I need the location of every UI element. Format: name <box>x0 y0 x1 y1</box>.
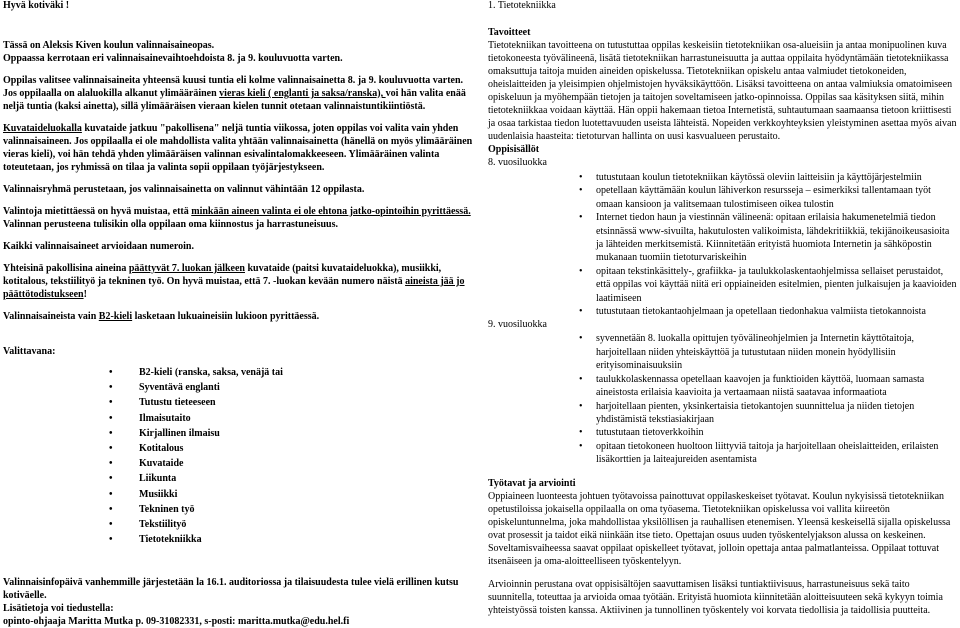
list-item: • opetellaan käyttämään koulun lähiverkon resursseja – esimerkiksi tallentamaan työt omaan kansioon ja valitsemaan tulostimiseen oikea tulostin <box>596 184 958 211</box>
list-item: • tutustutaan tietokantaohjelmaan ja opetellaan tiedonhakua valmiista tietokannoista <box>596 305 958 318</box>
extra-language-note <box>3 87 475 113</box>
text: kuvataide (paitsi kuvataideluokka), musiikki, kotitalous, tekstiilityö ja tekninen työ. On hyvä muistaa, että 7. -luokan kevään numero näistä <box>3 263 442 287</box>
subject-item: • Tekstiilityö <box>139 517 475 532</box>
text: Valinnaisaineista vain <box>3 311 99 322</box>
subject-item: • Tutustu tieteeseen <box>139 395 475 410</box>
greeting: Hyvä kotiväki ! <box>3 0 70 11</box>
goals-title: Tavoitteet <box>488 27 531 38</box>
list-item: • tutustutaan koulun tietotekniikan käytössä oleviin laitteisiin ja käyttöjärjestelmiin <box>596 171 958 184</box>
grade-8-section <box>488 156 958 169</box>
text: ! <box>83 289 87 300</box>
group-rule: Valinnaisryhmä perustetaan, jos valinnaisainetta on valinnut vähintään 12 oppilasta. <box>3 184 365 195</box>
assessment-text: Arvioinnin perustana ovat oppisisältöjen saavuttamisen lisäksi tuntiaktiivisuus, harrastuneisuus sekä taito suunnitella, toteuttaa ja arvioida omaa työtään. Erityistä huomiota kiinnitetään aloitteisuuteen sekä kykyyn toimia yhteistyössä toisten kanssa. Aktiivinen ja tunnollinen työskentely voi korvata tiedollisia ja taidollisia puutteita. <box>488 578 943 616</box>
text: Valinnan perusteena tulisikin olla oppilaan oma kiinnostus ja harrastuneisuus. <box>3 219 339 230</box>
intro-line-2: Oppaassa kerrotaan eri valinnaisainevaihtoehdoista 8. ja 9. kouluvuotta varten. <box>3 53 343 64</box>
text-underlined: minkään aineen valinta ei ole ehtona jatko-opintoihin pyrittäessä. <box>191 206 471 217</box>
intro-line-1: Tässä on Aleksis Kiven koulun valinnaisaineopas. <box>3 40 215 51</box>
subject-item: • Kuvataide <box>139 456 475 471</box>
more-info-label: Lisätietoja voi tiedustella: <box>3 603 114 615</box>
selection-rule: Oppilas valitsee valinnaisaineita yhteensä kuusi tuntia eli kolme valinnaisainetta 8. ja 9. kouluvuotta varten. <box>3 75 464 86</box>
section-heading: 1. Tietotekniikka <box>488 0 556 11</box>
methods-text: Oppiaineen luonteesta johtuen työtavoissa painottuvat oppilaskeskeiset työtavat. Koulun nykyisissä tietotekniikan opetustiloissa jokaisella oppilaalla on oma työasema. Tietotekniikan opiskelussa voi vallita kiireetön opiskeluntunnelma, joka mahdollistaa yksilöllisen ja rauhallisen etenemisen. Yleensä keskeisellä sijalla opiskelussa ovat prosessit ja taidot eikä niinkään itse tieto. Opettajan osuus uuden työskentelyjakson alussa on keskeinen. Soveltamisvaiheessa saavat oppilaat opiskelleet työtavat, jolloin opettaja antaa palmatlanteissa. Oppilaat tottuvat itsenäiseen ja oma-aloitteelliseen työskentelyyn. <box>488 490 951 567</box>
grade-9-label: 9. vuosiluokka <box>488 319 547 331</box>
subject-item: • Musiikki <box>139 487 475 502</box>
text-underlined: vieras kieli ( englanti ja saksa/ranska), <box>219 88 386 99</box>
text-underlined: päättyvät 7. luokan jälkeen <box>128 263 245 274</box>
grade-8-list <box>596 171 958 318</box>
text: kuvataide jatkuu "pakollisena" neljä tuntia viikossa, joten oppilas voi valita vain yhden valinnaisaineen. Jos oppilaalla ei ole mahdollista valita yhtään valinnaisainetta (hänellä on myös ylimääräinen vieras kieli), voi hän tehdä yhden ylimääräisen valinnan esivalintalomakkeeseen. Ylimääräinen valinta toteutetaan, jos ryhmissä on tilaa ja valinta sopii oppilaan työjärjestykseen. <box>3 123 473 173</box>
info-day: Valinnaisinfopäivä vanhemmille järjestetään la 16.1. auditoriossa ja tilaisuudesta tulee vielä erillinen kutsu kotiväelle. <box>3 577 459 602</box>
subject-item: • Kirjallinen ilmaisu <box>139 426 475 441</box>
text: Jos oppilaalla on alaluokilla alkanut ylimääräinen <box>3 88 220 99</box>
subject-list <box>139 365 475 547</box>
b2-note <box>3 310 475 323</box>
valittavana-label: Valittavana: <box>3 346 56 357</box>
subject-item: • B2-kieli (ranska, saksa, venäjä tai <box>139 365 475 380</box>
list-item: • Internet tiedon haun ja viestinnän välineenä: opitaan erilaisia hakumenetelmiä tiedon etsinnässä www-sivuilta, hakutulosten valikoimista, lähdekritiikkiä, tekijänoikeusasioita ja lähteiden merkitsemistä. Kiinnitetään erityistä huomiota Internetin ja sähköpostin mukanaan tuomiin tietoturvariskeihin <box>596 211 958 265</box>
list-item: • taulukkolaskennassa opetellaan kaavojen ja funktioiden käyttöä, luomaan samasta aineistosta erilaisia kaavioita ja vertaamaan niistä saatavaa informaatiota <box>596 373 958 400</box>
list-item: • syvennetään 8. luokalla opittujen työvälineohjelmien ja Internetin käyttötaitoja, harjoitellaan niiden yhteiskäyttöä ja tutustutaan niiden monein hyödyllisiin erityisominaisuuksiin <box>596 332 958 372</box>
subject-item: • Kotitalous <box>139 441 475 456</box>
subject-item: • Syventävä englanti <box>139 380 475 395</box>
text: Valintoja mietittäessä on hyvä muistaa, että <box>3 206 192 217</box>
grade-9-section <box>488 318 958 466</box>
list-item: • opitaan tekstinkäsittely-, grafiikka- ja taulukkolaskentaohjelmissa sellaiset perustaidot, että oppilas voi käyttää niitä eri oppiaineiden esitelmien, pienten julkaisujen ja kaavioiden laatimiseen <box>596 265 958 305</box>
list-item: • opitaan tietokoneen huoltoon liittyviä taitoja ja harjoitellaan oheislaitteiden, erilaisten lisäkorttien ja laiteajureiden asentamista <box>596 440 958 467</box>
subject-item: • Ilmaisutaito <box>139 411 475 426</box>
subject-item: • Liikunta <box>139 471 475 486</box>
text: lasketaan lukuaineisiin lukioon pyrittäessä. <box>132 311 320 322</box>
text-underlined: aineista jää jo päättötodistukseen <box>3 276 465 300</box>
list-item: • harjoitellaan pienten, yksinkertaisia tietokantojen suunnittelua ja niiden tietojen yhdistämistä tekstiasiakirjaan <box>596 400 958 427</box>
list-item: • tutustutaan tietoverkkoihin <box>596 426 958 439</box>
counselor-contact: opinto-ohjaaja Maritta Mutka p. 09-31082331, s-posti: maritta.mutka@edu.hel.fi <box>3 616 350 628</box>
text-underlined: B2-kieli <box>98 311 133 322</box>
methods-title: Työtavat ja arviointi <box>488 477 576 489</box>
text: Yhteisinä pakollisina aineina <box>3 263 129 274</box>
grading-note: Kaikki valinnaisaineet arvioidaan numeroin. <box>3 241 194 252</box>
subject-item: • Tietotekniikka <box>139 532 475 547</box>
compulsory-note <box>3 262 475 301</box>
left-column <box>3 0 475 628</box>
text-underlined: Kuvataideluokalla <box>3 123 82 134</box>
subject-item: • Tekninen työ <box>139 502 475 517</box>
content-title: Oppisisällöt <box>488 144 540 155</box>
text: voi hän valita enää neljä tuntia (kaksi ainetta), sillä ylimääräisen vieraan kielen tunnit otetaan valinnaistuntikiintiöstä. <box>3 88 466 112</box>
right-column <box>488 0 958 617</box>
grade-8-label: 8. vuosiluokka <box>488 157 547 168</box>
choice-advice <box>3 205 475 231</box>
art-class-note <box>3 122 475 174</box>
goals-text: Tietotekniikan tavoitteena on tutustuttaa oppilas keskeisiin tietotekniikan osa-alueisiin ja antaa monipuolinen kuva tietokoneesta työvälineenä, lisätä tietotekniikan harrastuneisuutta ja auttaa oppilaita hyödyntämään tietotekniikassa omaksuttuja taitoja muiden aineiden opiskelussa. Tietotekniikan opiskelu antaa valmiudet tietokoneiden, oheislaitteiden ja yleisimpien ohjelmistojen hyväksikäyttöön. Lisäksi tavoitteena on antaa valmiuksia omatoimiseen opiskeluun ja myöhempään tietojen ja taitojen soveltamiseen jatko-opinnoissa. Oppilas saa käsityksen siitä, mihin tietotekniikkaa voidaan käyttää. Hän oppii hakemaan tietoa Internetistä, suhtautumaan saamaansa tietoon kriittisesti ja osaa tarkistaa tiedon luotettavuuden useista lähteistä. Nopeiden verkkoyhteyksien yleistyminen asettaa myös aivan uudenlaisia haasteita: tietoturvan hallinta on uusi kasvualueen perustaito. <box>488 40 957 142</box>
grade-9-list <box>596 318 958 466</box>
